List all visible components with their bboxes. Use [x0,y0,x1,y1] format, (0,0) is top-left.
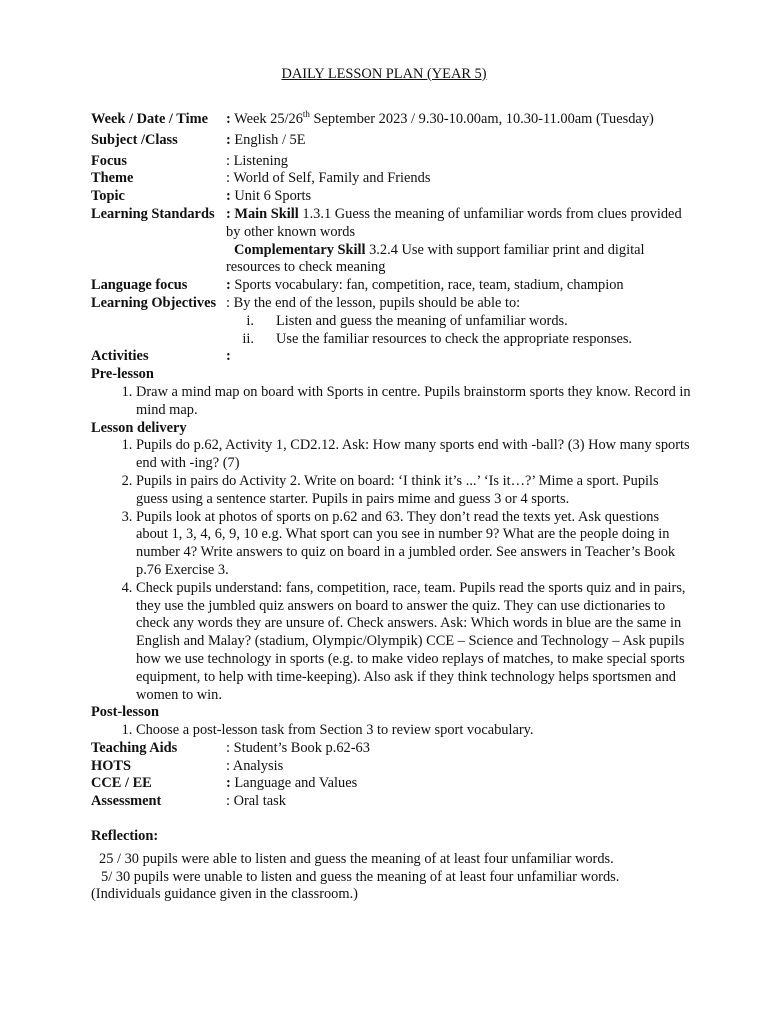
label-language-focus: Language focus [91,277,188,294]
value-learning-standards [226,206,691,277]
reflection-line-1: 25 / 30 pupils were able to listen and guess the meaning of at least four unfamiliar words. [99,850,614,867]
reflection-line-2: 5/ 30 pupils were unable to listen and guess the meaning of at least four unfamiliar words. [101,868,620,885]
value-focus: : Listening [226,152,288,169]
document-title: DAILY LESSON PLAN (YEAR 5) [281,66,487,82]
value-language-focus: : Sports vocabulary: fan, competition, race, team, stadium, champion [226,277,624,294]
lesson-delivery-heading: Lesson delivery [91,419,187,436]
label-topic: Topic [91,188,125,205]
learning-objectives-list [91,313,691,349]
pre-lesson-list [91,384,691,420]
row-teaching-aids [91,740,691,758]
main-skill: : Main Skill 1.3.1 Guess the meaning of unfamiliar words from clues provided by other known words [226,205,682,240]
row-assessment [91,793,691,811]
label-subject-class: Subject /Class [91,131,178,148]
complementary-skill: Complementary Skill 3.2.4 Use with support familiar print and digital resources to check meaning [226,241,645,276]
label-cce-ee: CCE / EE [91,775,152,792]
label-assessment: Assessment [91,793,162,810]
list-item: 2. Pupils in pairs do Activity 2. Write on board: ‘I think it’s ...’ ‘Is it…?’ Mime a sport. Pupils guess using a sentence starter. Pupils in pairs mime and guess 3 or 4 sports. [136,473,691,509]
row-cce-ee [91,775,691,793]
list-item: ii. Use the familiar resources to check the appropriate responses. [242,330,633,347]
reflection-heading: Reflection: [91,828,159,845]
label-activities: Activities [91,348,149,365]
lesson-delivery-list [91,437,691,704]
label-focus: Focus [91,152,127,169]
value-week-date-time: : Week 25/26th September 2023 / 9.30-10.00am, 10.30-11.00am (Tuesday) [226,109,654,127]
label-teaching-aids: Teaching Aids [91,739,178,756]
reflection-body [91,851,691,904]
value-assessment: : Oral task [226,793,286,810]
list-item: 3. Pupils look at photos of sports on p.62 and 63. They don’t read the texts yet. Ask questions about 1, 3, 4, 6, 9, 10 e.g. What sport can you see in number 9? What are the people doing in number 4? Write answers to quiz on board in a jumbled order. See answers in Teacher’s Book p.76 Exercise 3. [136,509,691,580]
value-activities: : [226,348,231,365]
label-week-date-time: Week / Date / Time [91,111,208,127]
value-teaching-aids: : Student’s Book p.62-63 [226,739,370,756]
list-item: 1. Choose a post-lesson task from Section 3 to review sport vocabulary. [136,722,691,740]
list-item: 1. Pupils do p.62, Activity 1, CD2.12. Ask: How many sports end with -ball? (3) How many sports end with -ing? (7) [136,437,691,473]
list-item: 4. Check pupils understand: fans, competition, race, team. Pupils read the sports quiz and in pairs, they use the jumbled quiz answers on board to answer the quiz. They can use dictionaries to check any words they are unsure of. Check answers. Ask: Which words in blue are the same in English and Malay? (stadium, Olympic/Olympik) CCE – Science and Technology – Ask pupils how we use technology in sports (e.g. to make video replays of matches, to make special sports equipment, to help with time-keeping). Also ask if they think technology helps sportsmen and women to win. [136,580,691,705]
value-theme: : World of Self, Family and Friends [226,170,431,187]
row-learning-objectives [91,295,691,313]
label-hots: HOTS [91,757,131,774]
row-topic [91,188,691,206]
pre-lesson-heading: Pre-lesson [91,366,154,383]
value-subject-class: : English / 5E [226,131,306,148]
row-focus [91,153,691,171]
label-learning-standards: Learning Standards [91,205,215,222]
list-item: 1. Draw a mind map on board with Sports in centre. Pupils brainstorm sports they know. Record in mind map. [136,384,691,420]
row-learning-standards [91,206,691,277]
value-hots: : Analysis [226,757,284,774]
post-lesson-list [91,722,691,740]
row-theme [91,170,691,188]
row-hots [91,758,691,776]
row-language-focus [91,277,691,295]
list-item: i. Listen and guess the meaning of unfamiliar words. [246,312,568,329]
value-learning-objectives: : By the end of the lesson, pupils should be able to: [226,294,521,311]
label-learning-objectives: Learning Objectives [91,294,217,311]
post-lesson-heading: Post-lesson [91,704,159,721]
value-cce-ee: : Language and Values [226,775,358,792]
row-subject-class [91,132,691,150]
reflection-line-3: (Individuals guidance given in the classroom.) [91,886,358,903]
value-topic: : Unit 6 Sports [226,188,312,205]
header-info [91,111,691,904]
row-activities [91,348,691,366]
label-theme: Theme [91,170,134,187]
row-week-date-time [91,111,691,129]
